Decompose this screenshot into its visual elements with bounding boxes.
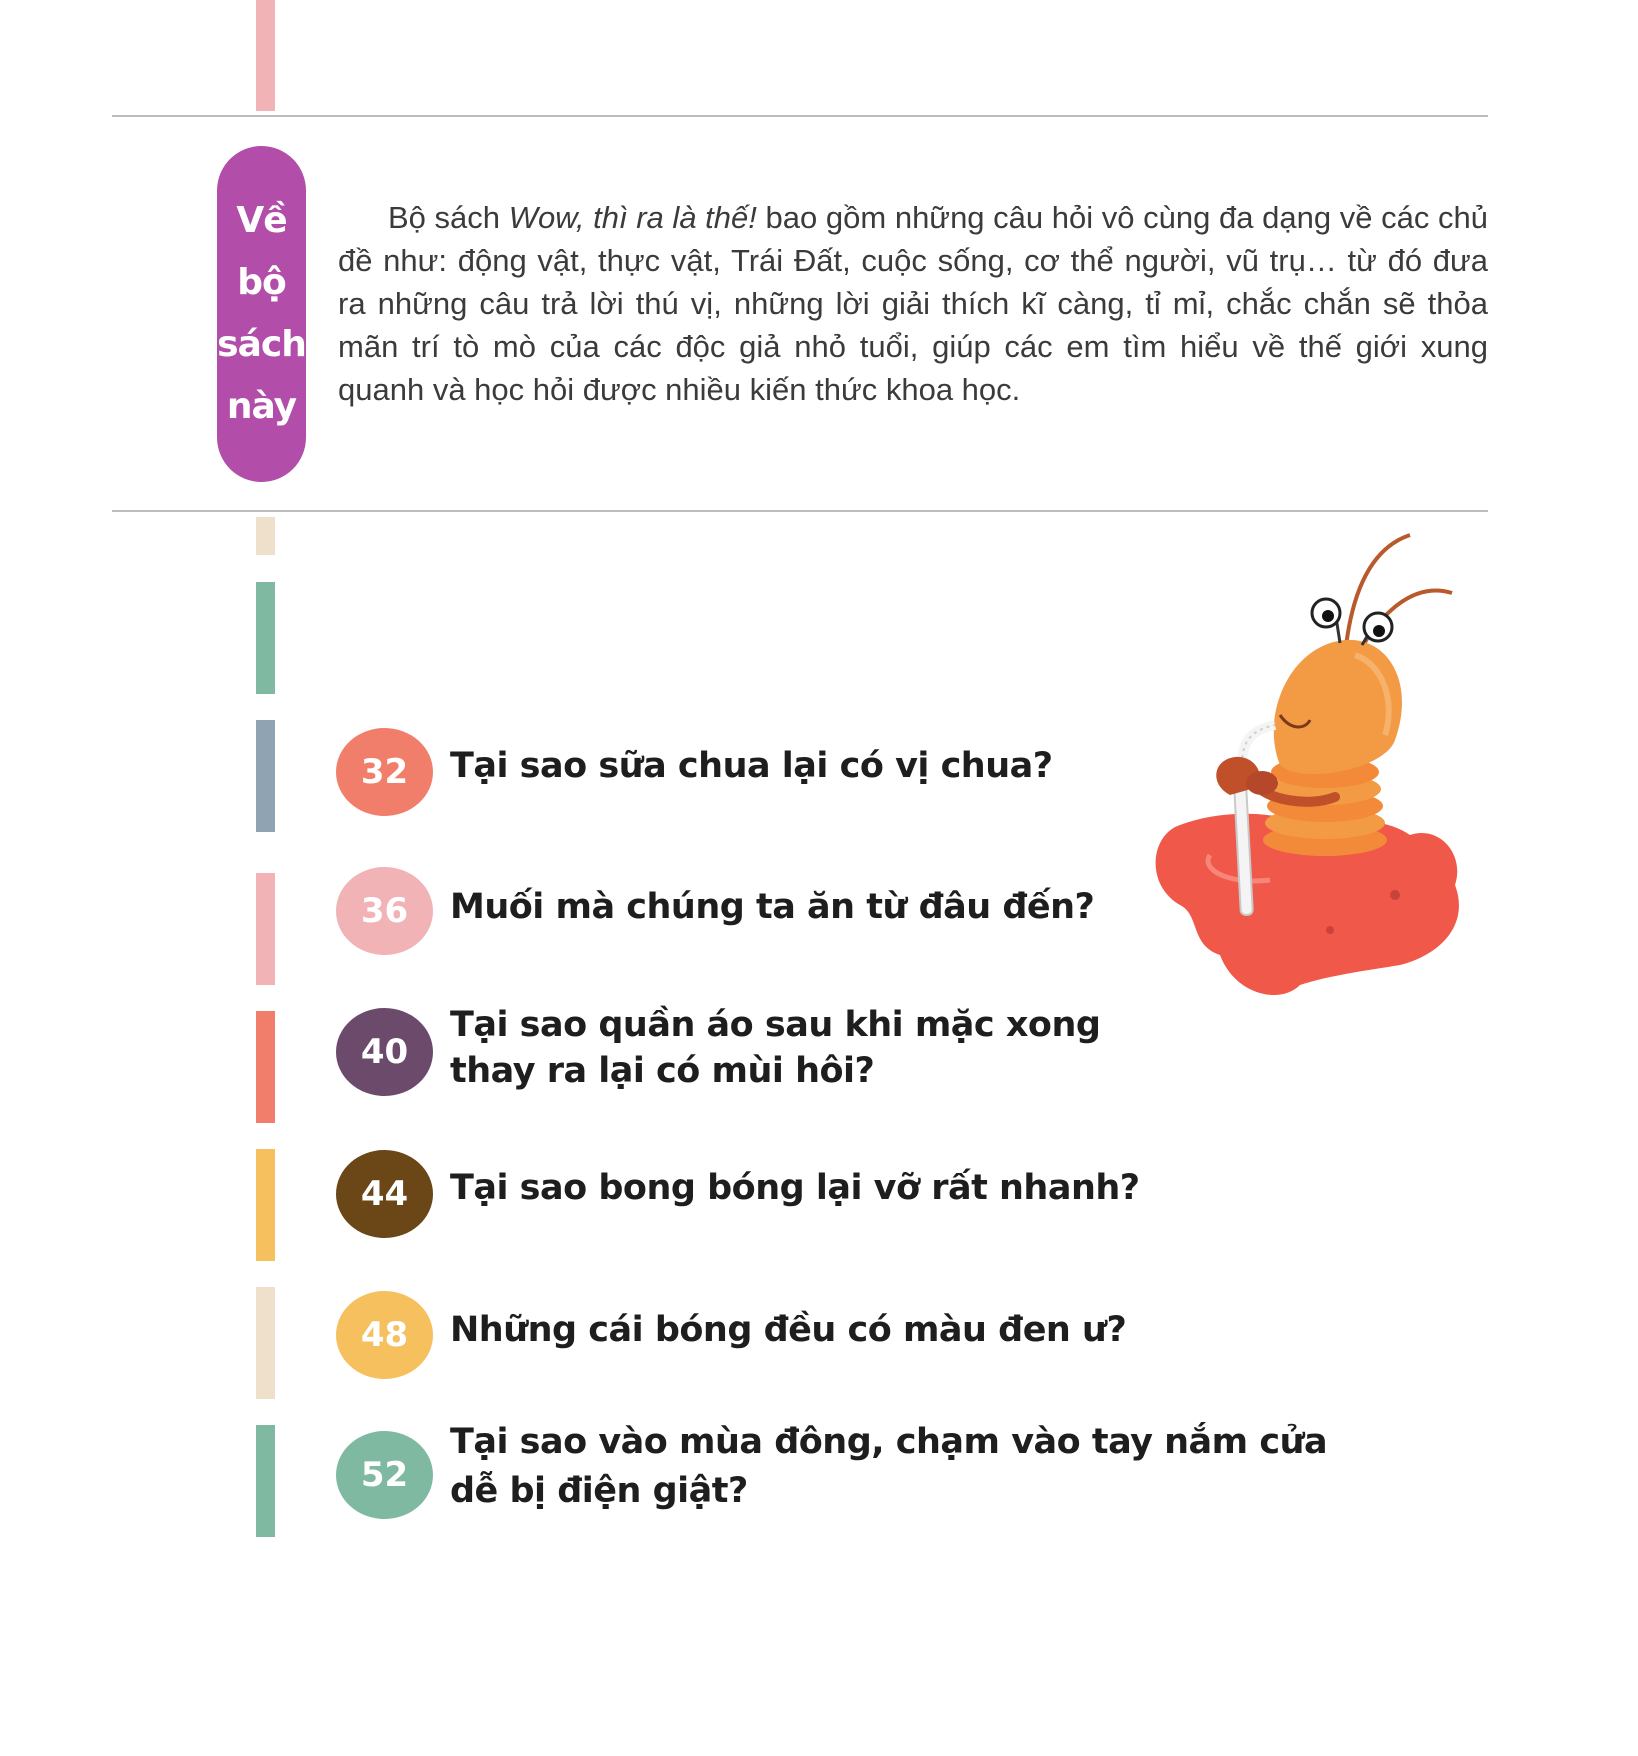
side-bar-teal-bottom — [256, 1425, 275, 1537]
question-title: dễ bị điện giật? — [450, 1471, 748, 1511]
about-paragraph — [338, 196, 1488, 411]
question-title: Tại sao sữa chua lại có vị chua? — [450, 746, 1053, 786]
about-text-end: bao gồm những câu hỏi vô cùng đa dạng về các chủ đề như: động vật, thực vật, Trái Đất, cuộc sống, cơ thể người, vũ trụ… từ đó đưa ra những câu trả lời thú vị, những lời giải thích kĩ càng, tỉ mỉ, chắc chắn sẽ thỏa mãn trí tò mò của các độc giả nhỏ tuổi, giúp các em tìm hiểu về thế giới xung quanh và học hỏi được nhiều kiến thức khoa học. — [338, 200, 1488, 407]
page-number-badge: 44 — [336, 1150, 433, 1238]
page-number-badge: 52 — [336, 1431, 433, 1519]
question-title: Những cái bóng đều có màu đen ư? — [450, 1310, 1127, 1350]
side-bar-beige — [256, 517, 275, 555]
question-title: Tại sao vào mùa đông, chạm vào tay nắm cửa — [450, 1422, 1328, 1462]
side-bar-pink-top — [256, 0, 275, 111]
side-bar-slate — [256, 720, 275, 832]
page-number-badge: 48 — [336, 1291, 433, 1379]
shrimp-illustration — [1140, 525, 1470, 1005]
about-label-word: Về — [236, 200, 287, 241]
side-bar-teal — [256, 582, 275, 694]
side-bar-pink — [256, 873, 275, 985]
side-bar-beige-lower — [256, 1287, 275, 1399]
question-title: Muối mà chúng ta ăn từ đâu đến? — [450, 887, 1095, 927]
page-number-badge: 32 — [336, 728, 433, 816]
top-divider — [112, 115, 1488, 117]
side-bar-coral — [256, 1011, 275, 1123]
about-label-word: sách — [217, 324, 306, 365]
question-title: thay ra lại có mùi hôi? — [450, 1051, 875, 1091]
question-title: Tại sao quần áo sau khi mặc xong — [450, 1005, 1101, 1045]
about-label-word: này — [226, 386, 297, 427]
about-label-pill — [217, 146, 306, 482]
about-label-word: bộ — [237, 262, 286, 303]
question-title: Tại sao bong bóng lại vỡ rất nhanh? — [450, 1168, 1140, 1208]
page-number-badge: 40 — [336, 1008, 433, 1096]
bottom-divider — [112, 510, 1488, 512]
side-bar-yellow — [256, 1149, 275, 1261]
about-text-start: Bộ sách — [388, 200, 509, 235]
page-number-badge: 36 — [336, 867, 433, 955]
book-title: Wow, thì ra là thế! — [508, 200, 757, 235]
